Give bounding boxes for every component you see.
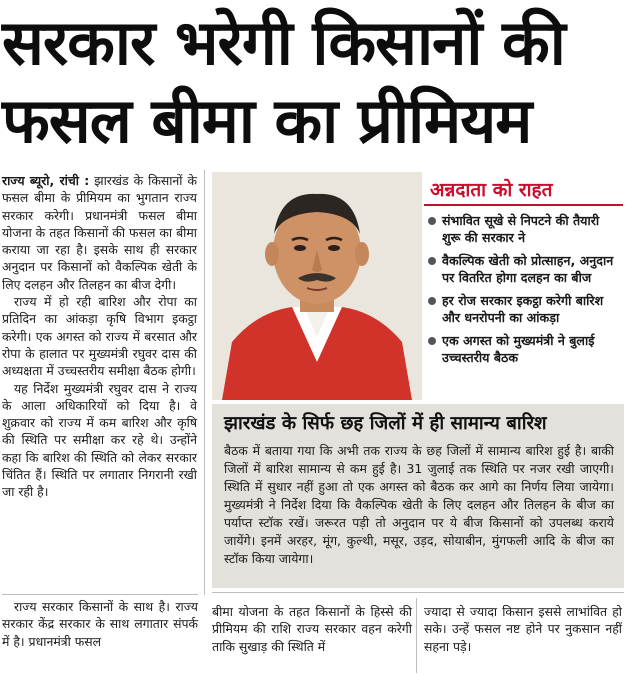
sidebar-item-text: एक अगस्त को मुख्यमंत्री ने बुलाई उच्चस्तरीय बैठक: [442, 333, 595, 365]
sidebar-list: [428, 212, 620, 372]
article-column-bottom-middle: [212, 603, 412, 655]
bullet-icon: [428, 337, 436, 345]
headline-line-2: फसल बीमा का प्रीमियम: [2, 84, 532, 157]
chief-minister-photo: [212, 172, 422, 400]
sidebar-list-item: [428, 252, 620, 286]
sidebar-list-item: [428, 332, 620, 366]
article-paragraph-5: बीमा योजना के तहत किसानों के हिस्से की प्रीमियम की राशि राज्य सरकार वहन करेगी ताकि सुखाड़ की स्थिति में: [212, 604, 412, 654]
rainfall-box: [212, 404, 624, 588]
sidebar-list-item: [428, 212, 620, 246]
sidebar-title-underline: [424, 204, 623, 206]
article-p1-text: झारखंड के किसानों के फसल बीमा के प्रीमियम का भुगतान राज्य सरकार करेगी। प्रधानमंत्री फसल बीमा योजना के तहत किसानों की फसल का बीमा कराया जा रहा है। इसके साथ ही सरकार अनुदान पर किसानों को वैकल्पिक खेती के लिए दलहन और तिलहन का बीज देगी।: [2, 173, 198, 292]
sidebar-list-item: [428, 292, 620, 326]
sidebar-item-text: वैकल्पिक खेती को प्रोत्साहन, अनुदान पर वितरित होगा दलहन का बीज: [442, 253, 614, 285]
relief-sidebar: [424, 172, 623, 400]
article-paragraph-6: ज्यादा से ज्यादा किसान इससे लाभांवित हो सके। उन्हें फसल नष्ट होने पर नुकसान नहीं सहना पड़े।: [424, 604, 622, 654]
horizontal-rule: [212, 592, 624, 593]
horizontal-rule-left: [2, 594, 198, 595]
portrait-image: [212, 172, 422, 400]
column-divider: [204, 170, 205, 595]
article-paragraph-4: राज्य सरकार किसानों के साथ है। राज्य सरकार केंद्र सरकार के साथ लगातार संपर्क में है। प्रधानमंत्री फसल: [2, 599, 198, 649]
byline: राज्य ब्यूरो, रांची :: [2, 173, 90, 188]
column-divider-bottom: [416, 598, 417, 673]
article-column-left: [2, 172, 197, 501]
headline-line-1: सरकार भरेगी किसानों की: [2, 6, 565, 79]
sidebar-item-text: संभावित सूखे से निपटने की तैयारी शुरू की सरकार ने: [442, 213, 600, 245]
bullet-icon: [428, 297, 436, 305]
bullet-icon: [428, 217, 436, 225]
article-paragraph-1: [2, 172, 197, 293]
rainfall-box-title: झारखंड के सिर्फ छह जिलों में ही सामान्य बारिश: [224, 413, 547, 434]
rainfall-box-body: बैठक में बताया गया कि अभी तक राज्य के छह जिलों में सामान्य बारिश हुई है। बाकी जिलों में बारिश सामान्य से कम हुई है। 31 जुलाई तक स्थिति पर नजर रखी जाएगी। स्थिति में सुधार नहीं हुआ तो एक अगस्त को बैठक कर आगे का निर्णय लिया जायेगा। मुख्यमंत्री ने निर्देश दिया कि वैकल्पिक खेती के लिए दलहन और तिलहन के बीज का पर्याप्त स्टॉक रखें। जरूरत पड़ी तो अनुदान पर ये बीज किसानों को उपलब्ध कराये जायेंगे। इनमें अरहर, मूंग, कुल्थी, मसूर, उड़द, सोयाबीन, मुंगफली आदि के बीज का स्टॉक किया जायेगा।: [224, 443, 614, 566]
article-paragraph-3: यह निर्देश मुख्यमंत्री रघुवर दास ने राज्य के आला अधिकारियों को दिया है। वे शुक्रवार को राज्य में कम बारिश और कृषि की स्थिति पर समीक्षा कर रहे थे। उन्होंने कहा कि बारिश की स्थिति को लेकर सरकार चिंतित हैं। स्थिति पर लगातार निगरानी रखी जा रही है।: [2, 380, 197, 500]
sidebar-title: अन्नदाता को राहत: [430, 179, 553, 201]
sidebar-item-text: हर रोज सरकार इकट्ठा करेगी बारिश और धनरोपनी का आंकड़ा: [442, 293, 604, 325]
article-column-bottom-left: [2, 598, 198, 650]
article-paragraph-2: राज्य में हो रही बारिश और रोपा का प्रतिदिन का आंकड़ा कृषि विभाग इकट्ठा करेगी। एक अगस्त को राज्य में बरसात और रोपा के हालात पर मुख्यमंत्री रघुवर दास की अध्यक्षता में उच्चस्तरीय समीक्षा बैठक होगी।: [2, 294, 197, 379]
article-column-bottom-right: [424, 603, 622, 655]
bullet-icon: [428, 257, 436, 265]
